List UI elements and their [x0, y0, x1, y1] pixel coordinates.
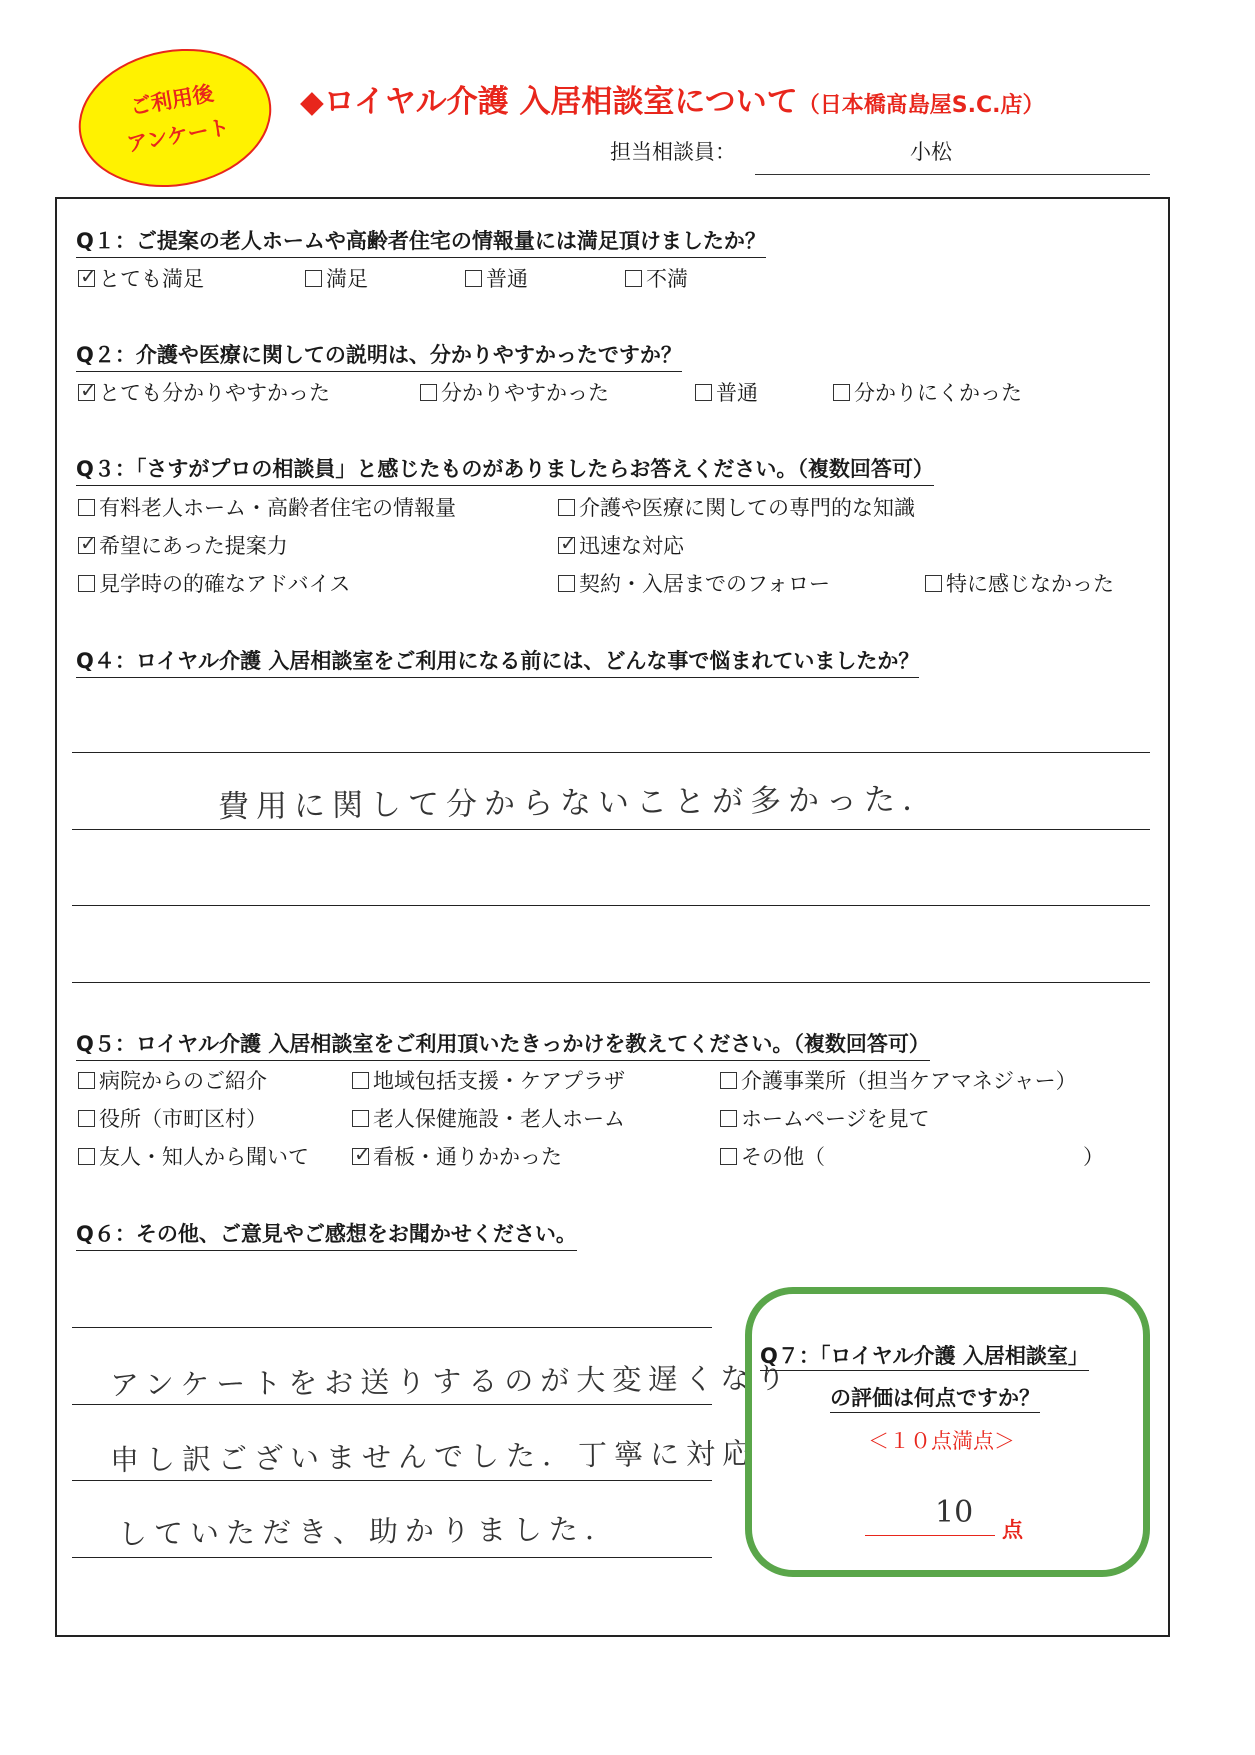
- checkbox-icon[interactable]: [78, 575, 95, 592]
- checkbox-checked-icon[interactable]: [78, 384, 95, 401]
- page-title: [300, 76, 1045, 121]
- q5-option-health-facility[interactable]: 老人保健施設・老人ホーム: [352, 1103, 625, 1133]
- q6-answer-line: [72, 1557, 712, 1558]
- q5-option-homepage[interactable]: ホームページを見て: [720, 1103, 930, 1133]
- q4-answer-line: [72, 829, 1150, 830]
- checkbox-icon[interactable]: [420, 384, 437, 401]
- checkbox-icon[interactable]: [625, 270, 642, 287]
- q6-answer-line-2: 申し訳ございませんでした．丁寧に対応: [109, 1436, 759, 1477]
- page-title-branch: （日本橋髙島屋S.C.店）: [797, 93, 1045, 118]
- q1-option-satisfied[interactable]: 満足: [305, 263, 368, 293]
- q7-question-line-2: の評価は何点ですか？: [830, 1382, 1040, 1413]
- checkbox-checked-icon[interactable]: [78, 537, 95, 554]
- checkbox-icon[interactable]: [78, 499, 95, 516]
- q4-answer-line: [72, 905, 1150, 906]
- survey-badge: [68, 34, 283, 202]
- q5-option-care-office[interactable]: 介護事業所（担当ケアマネジャー）: [720, 1065, 1077, 1095]
- q6-answer-line: [72, 1404, 712, 1405]
- q3-option-visit-advice[interactable]: 見学時の的確なアドバイス: [78, 568, 350, 598]
- checkbox-icon[interactable]: [78, 1110, 95, 1127]
- counselor-label: 担当相談員：: [610, 140, 736, 164]
- q7-score-value[interactable]: 10: [935, 1495, 974, 1530]
- q3-option-none[interactable]: 特に感じなかった: [925, 568, 1114, 598]
- q6-answer-line-1: アンケートをお送りするのが大変遅くなり: [109, 1360, 793, 1402]
- checkbox-checked-icon[interactable]: [78, 270, 95, 287]
- q1-question: Q１：ご提案の老人ホームや高齢者住宅の情報量には満足頂けましたか？: [76, 225, 766, 258]
- q2-option-unclear[interactable]: 分かりにくかった: [833, 377, 1022, 407]
- checkbox-icon[interactable]: [833, 384, 850, 401]
- checkbox-icon[interactable]: [925, 575, 942, 592]
- badge-line-2: アンケート: [124, 114, 232, 157]
- q3-option-quick-response[interactable]: ✓ 迅速な対応: [558, 530, 684, 560]
- q5-option-community-support[interactable]: 地域包括支援・ケアプラザ: [352, 1065, 625, 1095]
- q1-option-normal[interactable]: 普通: [465, 263, 528, 293]
- counselor-name: 小松: [910, 140, 952, 164]
- checkbox-icon[interactable]: [558, 499, 575, 516]
- q6-question: Q６：その他、ご意見やご感想をお聞かせください。: [76, 1218, 577, 1251]
- checkbox-icon[interactable]: [78, 1148, 95, 1165]
- checkbox-icon[interactable]: [305, 270, 322, 287]
- q5-option-friends[interactable]: 友人・知人から聞いて: [78, 1141, 309, 1171]
- q5-option-signboard[interactable]: ✓ 看板・通りかかった: [352, 1141, 562, 1171]
- checkbox-icon[interactable]: [695, 384, 712, 401]
- q7-max-score-note: ＜１０点満点＞: [868, 1429, 1015, 1453]
- q1-option-dissatisfied[interactable]: 不満: [625, 263, 688, 293]
- q5-other-close-paren: ）: [1083, 1145, 1104, 1169]
- checkbox-icon[interactable]: [558, 575, 575, 592]
- checkbox-icon[interactable]: [352, 1110, 369, 1127]
- q3-option-follow-up[interactable]: 契約・入居までのフォロー: [558, 568, 830, 598]
- q3-option-proposal[interactable]: ✓希望にあった提案力: [78, 530, 288, 560]
- checkbox-checked-icon[interactable]: [558, 537, 575, 554]
- q5-question: Q５：ロイヤル介護 入居相談室をご利用頂いたきっかけを教えてください。（複数回答可）: [76, 1028, 930, 1061]
- checkbox-icon[interactable]: [720, 1110, 737, 1127]
- q6-answer-line: [72, 1327, 712, 1328]
- checkbox-icon[interactable]: [720, 1072, 737, 1089]
- q2-option-clear[interactable]: 分かりやすかった: [420, 377, 609, 407]
- q7-question-line-1: Q７：「ロイヤル介護 入居相談室」: [760, 1340, 1089, 1371]
- q2-question: Q２：介護や医療に関しての説明は、分かりやすかったですか？: [76, 339, 682, 372]
- badge-line-1: ご利用後: [128, 81, 216, 120]
- q3-question: Q３：「さすがプロの相談員」と感じたものがありましたらお答えください。（複数回答可）: [76, 453, 934, 486]
- q3-option-expert-knowledge[interactable]: 介護や医療に関しての専門的な知識: [558, 492, 915, 522]
- q6-answer-line-3: していただき、助かりました.: [117, 1511, 602, 1551]
- q6-answer-line: [72, 1480, 712, 1481]
- q4-answer-line: [72, 752, 1150, 753]
- q5-option-city-office[interactable]: 役所（市町区村）: [78, 1103, 267, 1133]
- q5-option-other[interactable]: その他（: [720, 1141, 825, 1171]
- q7-score-underline: [865, 1535, 995, 1536]
- counselor-underline: [755, 174, 1150, 175]
- checkbox-icon[interactable]: [720, 1148, 737, 1165]
- page-title-main: ◆ロイヤル介護 入居相談室について: [300, 84, 798, 120]
- checkbox-checked-icon[interactable]: [352, 1148, 369, 1165]
- q4-answer-text: 費用に関して分からないことが多かった.: [217, 781, 920, 825]
- q4-answer-line: [72, 982, 1150, 983]
- checkbox-icon[interactable]: [78, 1072, 95, 1089]
- checkbox-icon[interactable]: [465, 270, 482, 287]
- q7-score-unit: 点: [1002, 1518, 1023, 1542]
- q1-option-very-satisfied[interactable]: ✓とても満足: [78, 263, 204, 293]
- checkbox-icon[interactable]: [352, 1072, 369, 1089]
- q2-option-normal[interactable]: 普通: [695, 377, 758, 407]
- q3-option-info-volume[interactable]: 有料老人ホーム・高齢者住宅の情報量: [78, 492, 456, 522]
- q2-option-very-clear[interactable]: ✓とても分かりやすかった: [78, 377, 330, 407]
- q4-question: Q４：ロイヤル介護 入居相談室をご利用になる前には、どんな事で悩まれていましたか？: [76, 645, 919, 678]
- q5-option-hospital[interactable]: 病院からのご紹介: [78, 1065, 267, 1095]
